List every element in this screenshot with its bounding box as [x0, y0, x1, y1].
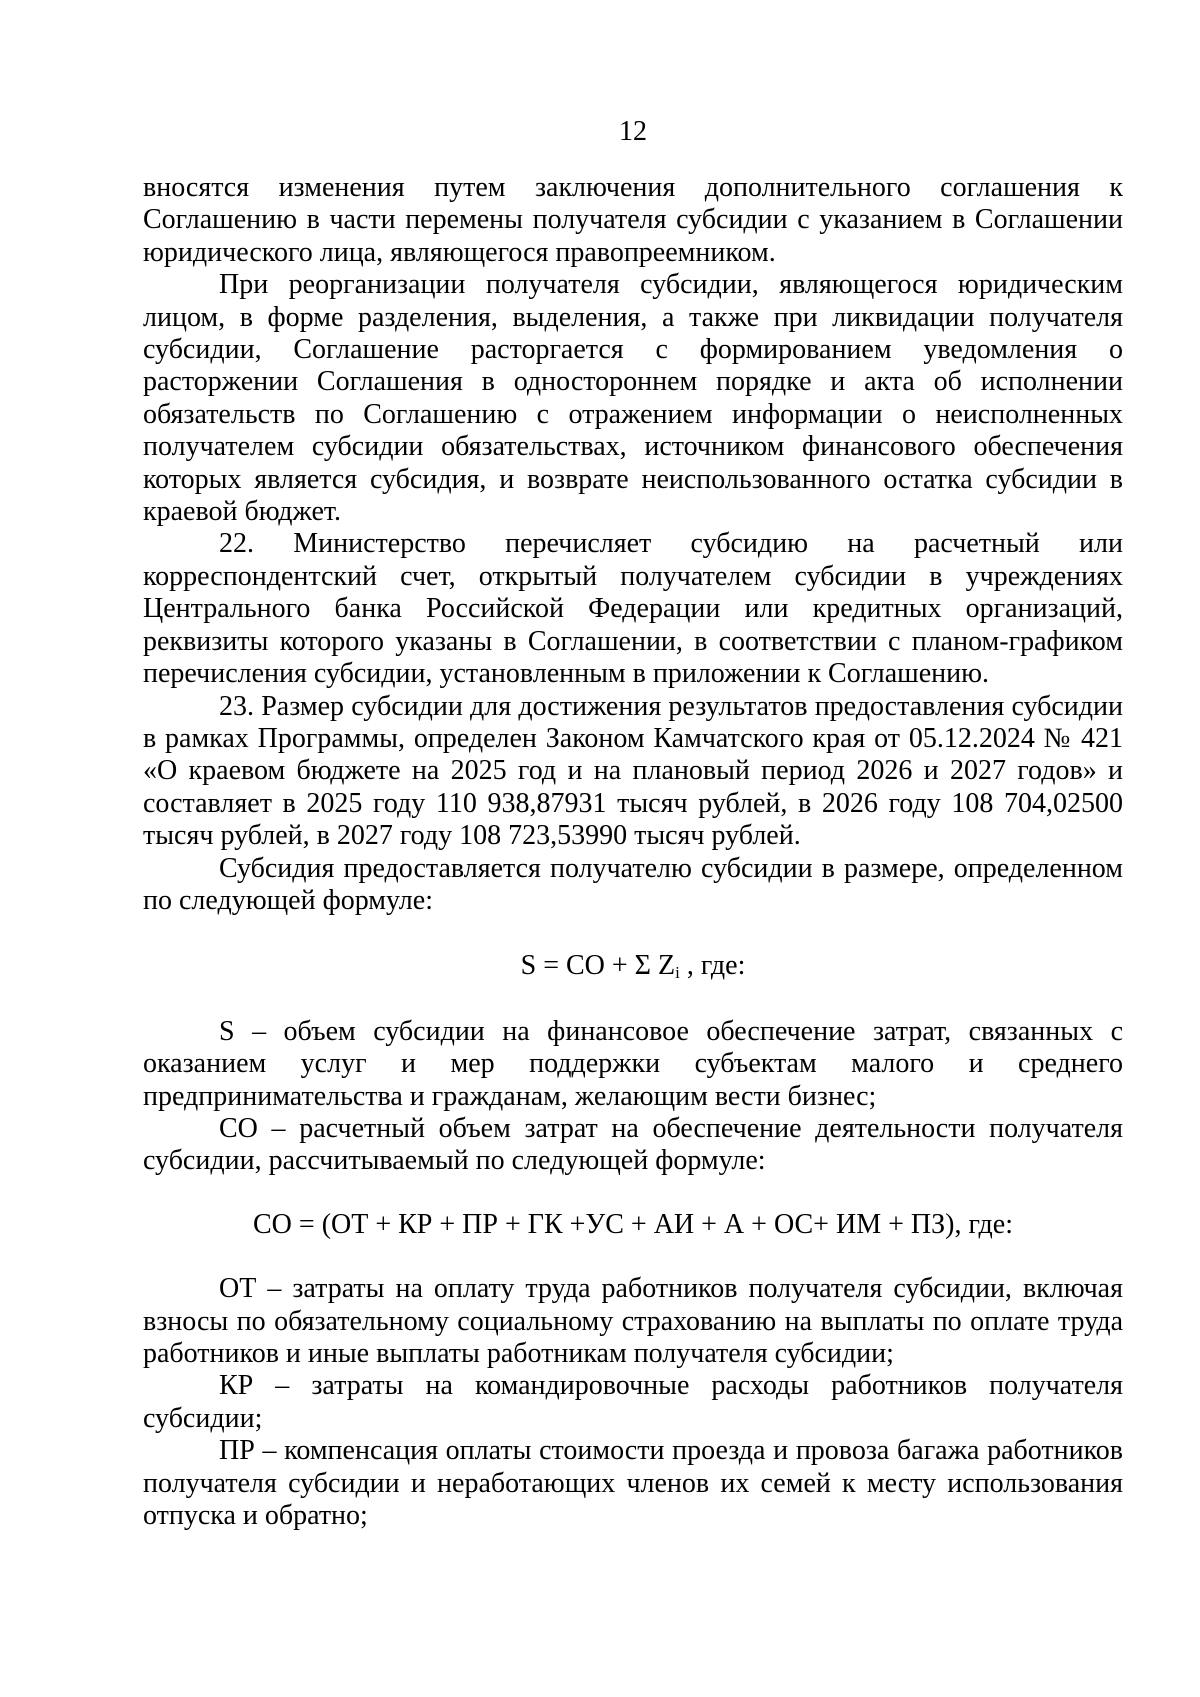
- definition-co: СО – расчетный объем затрат на обеспечение деятельности получателя субсидии, рассчитываемый по следующей формуле:: [143, 1112, 1123, 1177]
- formula-subsidy-main: S = СО + Σ Z: [520, 950, 676, 982]
- paragraph-reorganization: При реорганизации получателя субсидии, являющегося юридическим лицом, в форме разделения, выделения, а также при ликвидации получателя субсидии, Соглашение расторгается с формированием уведомления о расторжении Соглашения в одностороннем порядке и акта об исполнении обязательств по Соглашению с отражением информации о неисполненных получателем субсидии обязательствах, источником финансового обеспечения которых является субсидия, и возврате неиспользованного остатка субсидии в краевой бюджет.: [143, 269, 1123, 528]
- page-number: 12: [619, 116, 647, 147]
- document-body: [143, 172, 1123, 1532]
- paragraph-continuation: вносятся изменения путем заключения дополнительного соглашения к Соглашению в части перемены получателя субсидии с указанием в Соглашении юридического лица, являющегося правопреемником.: [143, 172, 1123, 268]
- paragraph-clause-22: 22. Министерство перечисляет субсидию на расчетный или корреспондентский счет, открытый получателем субсидии в учреждениях Центрального банка Российской Федерации или кредитных организаций, реквизиты которого указаны в Соглашении, в соответствии с планом-графиком перечисления субсидии, установленным в приложении к Соглашению.: [143, 528, 1123, 690]
- definition-ot: ОТ – затраты на оплату труда работников получателя субсидии, включая взносы по обязательному социальному страхованию на выплаты по оплате труда работников и иные выплаты работникам получателя субсидии;: [143, 1273, 1123, 1369]
- definition-s: S – объем субсидии на финансовое обеспечение затрат, связанных с оказанием услуг и мер поддержки субъектам малого и среднего предпринимательства и гражданам, желающим вести бизнес;: [143, 1015, 1123, 1112]
- definition-pr: ПР – компенсация оплаты стоимости проезда и провоза багажа работников получателя субсидии и неработающих членов их семей к месту использования отпуска и обратно;: [143, 1435, 1123, 1532]
- paragraph-clause-23: 23. Размер субсидии для достижения результатов предоставления субсидии в рамках Программы, определен Законом Камчатского края от 05.12.2024 № 421 «О краевом бюджете на 2025 год и на плановый период 2026 и 2027 годов» и составляет в 2025 году 110 938,87931 тысяч рублей, в 2026 году 108 704,02500 тысяч рублей, в 2027 году 108 723,53990 тысяч рублей.: [143, 690, 1123, 852]
- formula-subsidy: [143, 950, 1123, 982]
- paragraph-formula-intro: Субсидия предоставляется получателю субсидии в размере, определенном по следующей формуле:: [143, 852, 1123, 916]
- formula-subsidy-tail: , где:: [679, 950, 746, 982]
- formula-co: СО = (ОТ + КР + ПР + ГК +УС + АИ + А + ОС+ ИМ + ПЗ), где:: [253, 1208, 1013, 1240]
- formula-subsidy-subscript: i: [675, 963, 680, 983]
- definition-kr: КР – затраты на командировочные расходы работников получателя субсидии;: [143, 1370, 1123, 1434]
